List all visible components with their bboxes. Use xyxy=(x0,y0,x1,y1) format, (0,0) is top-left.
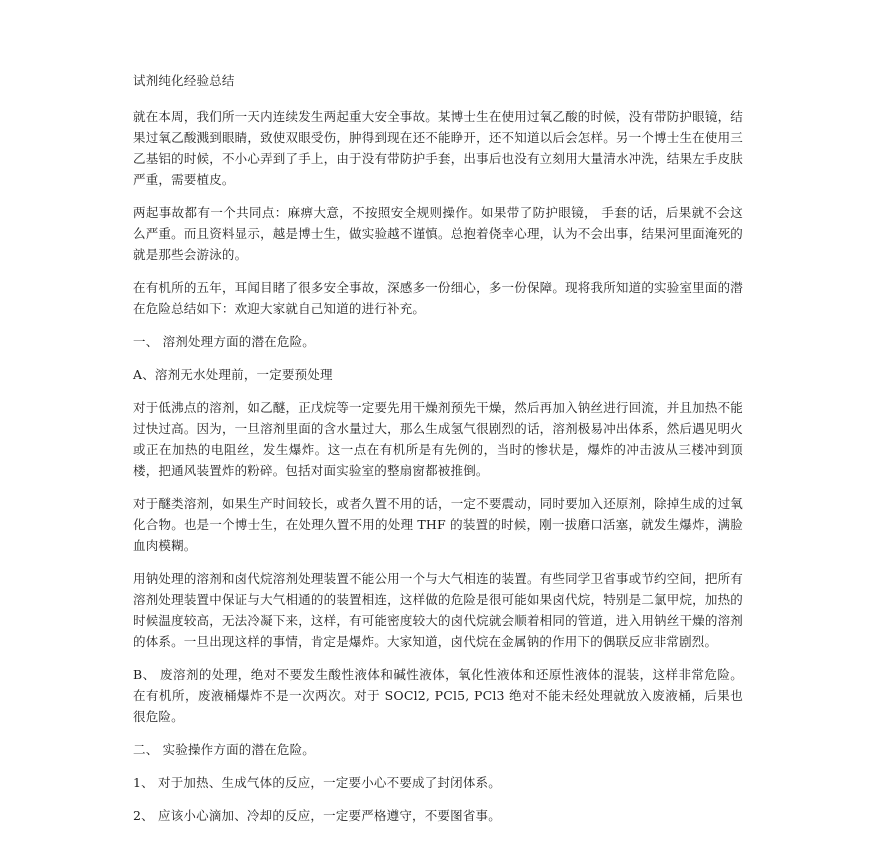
paragraph-incidents: 就在本周，我们所一天内连续发生两起重大安全事故。某博士生在使用过氧乙酸的时候，没有带防护眼镜，结果过氧乙酸溅到眼睛，致使双眼受伤，肿得到现在还不能睁开，还不知道以后会怎样。另一个博士生在使用三乙基铝的时候，不小心弄到了手上，由于没有带防护手套，出事后也没有立刻用大量清水冲洗，结果左手皮肤严重，需要植皮。 xyxy=(133,109,743,187)
paragraph-waste-solvents: B、 废溶剂的处理，绝对不要发生酸性液体和碱性液体，氧化性液体和还原性液体的混装，这样非常危险。在有机所，废液桶爆炸不是一次两次。对于 SOCl2, PCl5, PCl3 绝对不能未经处理就放入废液桶，后果也很危险。 xyxy=(133,667,743,724)
subsection-heading-pretreatment: A、溶剂无水处理前，一定要预处理 xyxy=(133,367,333,382)
section-heading-solvent: 一、 溶剂处理方面的潜在危险。 xyxy=(133,334,315,349)
paragraph-summary-intro: 在有机所的五年，耳闻目睹了很多安全事故，深感多一份细心，多一份保障。现将我所知道的实验室里面的潜在危险总结如下：欢迎大家就自己知道的进行补充。 xyxy=(133,280,743,316)
paragraph-low-boiling-solvents: 对于低沸点的溶剂，如乙醚，正戊烷等一定要先用干燥剂预先干燥，然后再加入钠丝进行回流，并且加热不能过快过高。因为，一旦溶剂里面的含水量过大，那么生成氢气很剧烈的话，溶剂极易冲出体系，然后遇见明火或正在加热的电阻丝，发生爆炸。这一点在有机所是有先例的，当时的惨状是，爆炸的冲击波从三楼冲到顶楼，把通风装置炸的粉碎。包括对面实验室的整扇窗都被推倒。 xyxy=(133,400,743,478)
list-item-heating: 1、 对于加热、生成气体的反应，一定要小心不要成了封闭体系。 xyxy=(133,775,501,790)
paragraph-common-cause: 两起事故都有一个共同点：麻痹大意，不按照安全规则操作。如果带了防护眼镜， 手套的话，后果就不会这么严重。而且资料显示，越是博士生，做实验越不谨慎。总抱着侥幸心理，认为不会出事，结果河里面淹死的就是那些会游泳的。 xyxy=(133,205,743,262)
paragraph-ether-solvents: 对于醚类溶剂，如果生产时间较长，或者久置不用的话，一定不要震动，同时要加入还原剂，除掉生成的过氧化合物。也是一个博士生，在处理久置不用的处理 THF 的装置的时候，刚一拔磨口活塞，就发生爆炸，满脸血肉模糊。 xyxy=(133,496,743,553)
document-title: 试剂纯化经验总结 xyxy=(133,73,235,88)
paragraph-shared-apparatus: 用钠处理的溶剂和卤代烷溶剂处理装置不能公用一个与大气相连的装置。有些同学卫省事或节约空间，把所有溶剂处理装置中保证与大气相通的的装置相连，这样做的危险是很可能如果卤代烷，特别是二氯甲烷，加热的时候温度较高，无法冷凝下来，这样，有可能密度较大的卤代烷就会顺着相同的管道，进入用钠丝干燥的溶剂的体系。一旦出现这样的事情，肯定是爆炸。大家知道，卤代烷在金属钠的作用下的偶联反应非常剧烈。 xyxy=(133,571,743,649)
section-heading-operations: 二、 实验操作方面的潜在危险。 xyxy=(133,742,315,757)
document-body xyxy=(133,70,743,838)
list-item-dropwise: 2、 应该小心滴加、冷却的反应，一定要严格遵守，不要图省事。 xyxy=(133,808,501,823)
